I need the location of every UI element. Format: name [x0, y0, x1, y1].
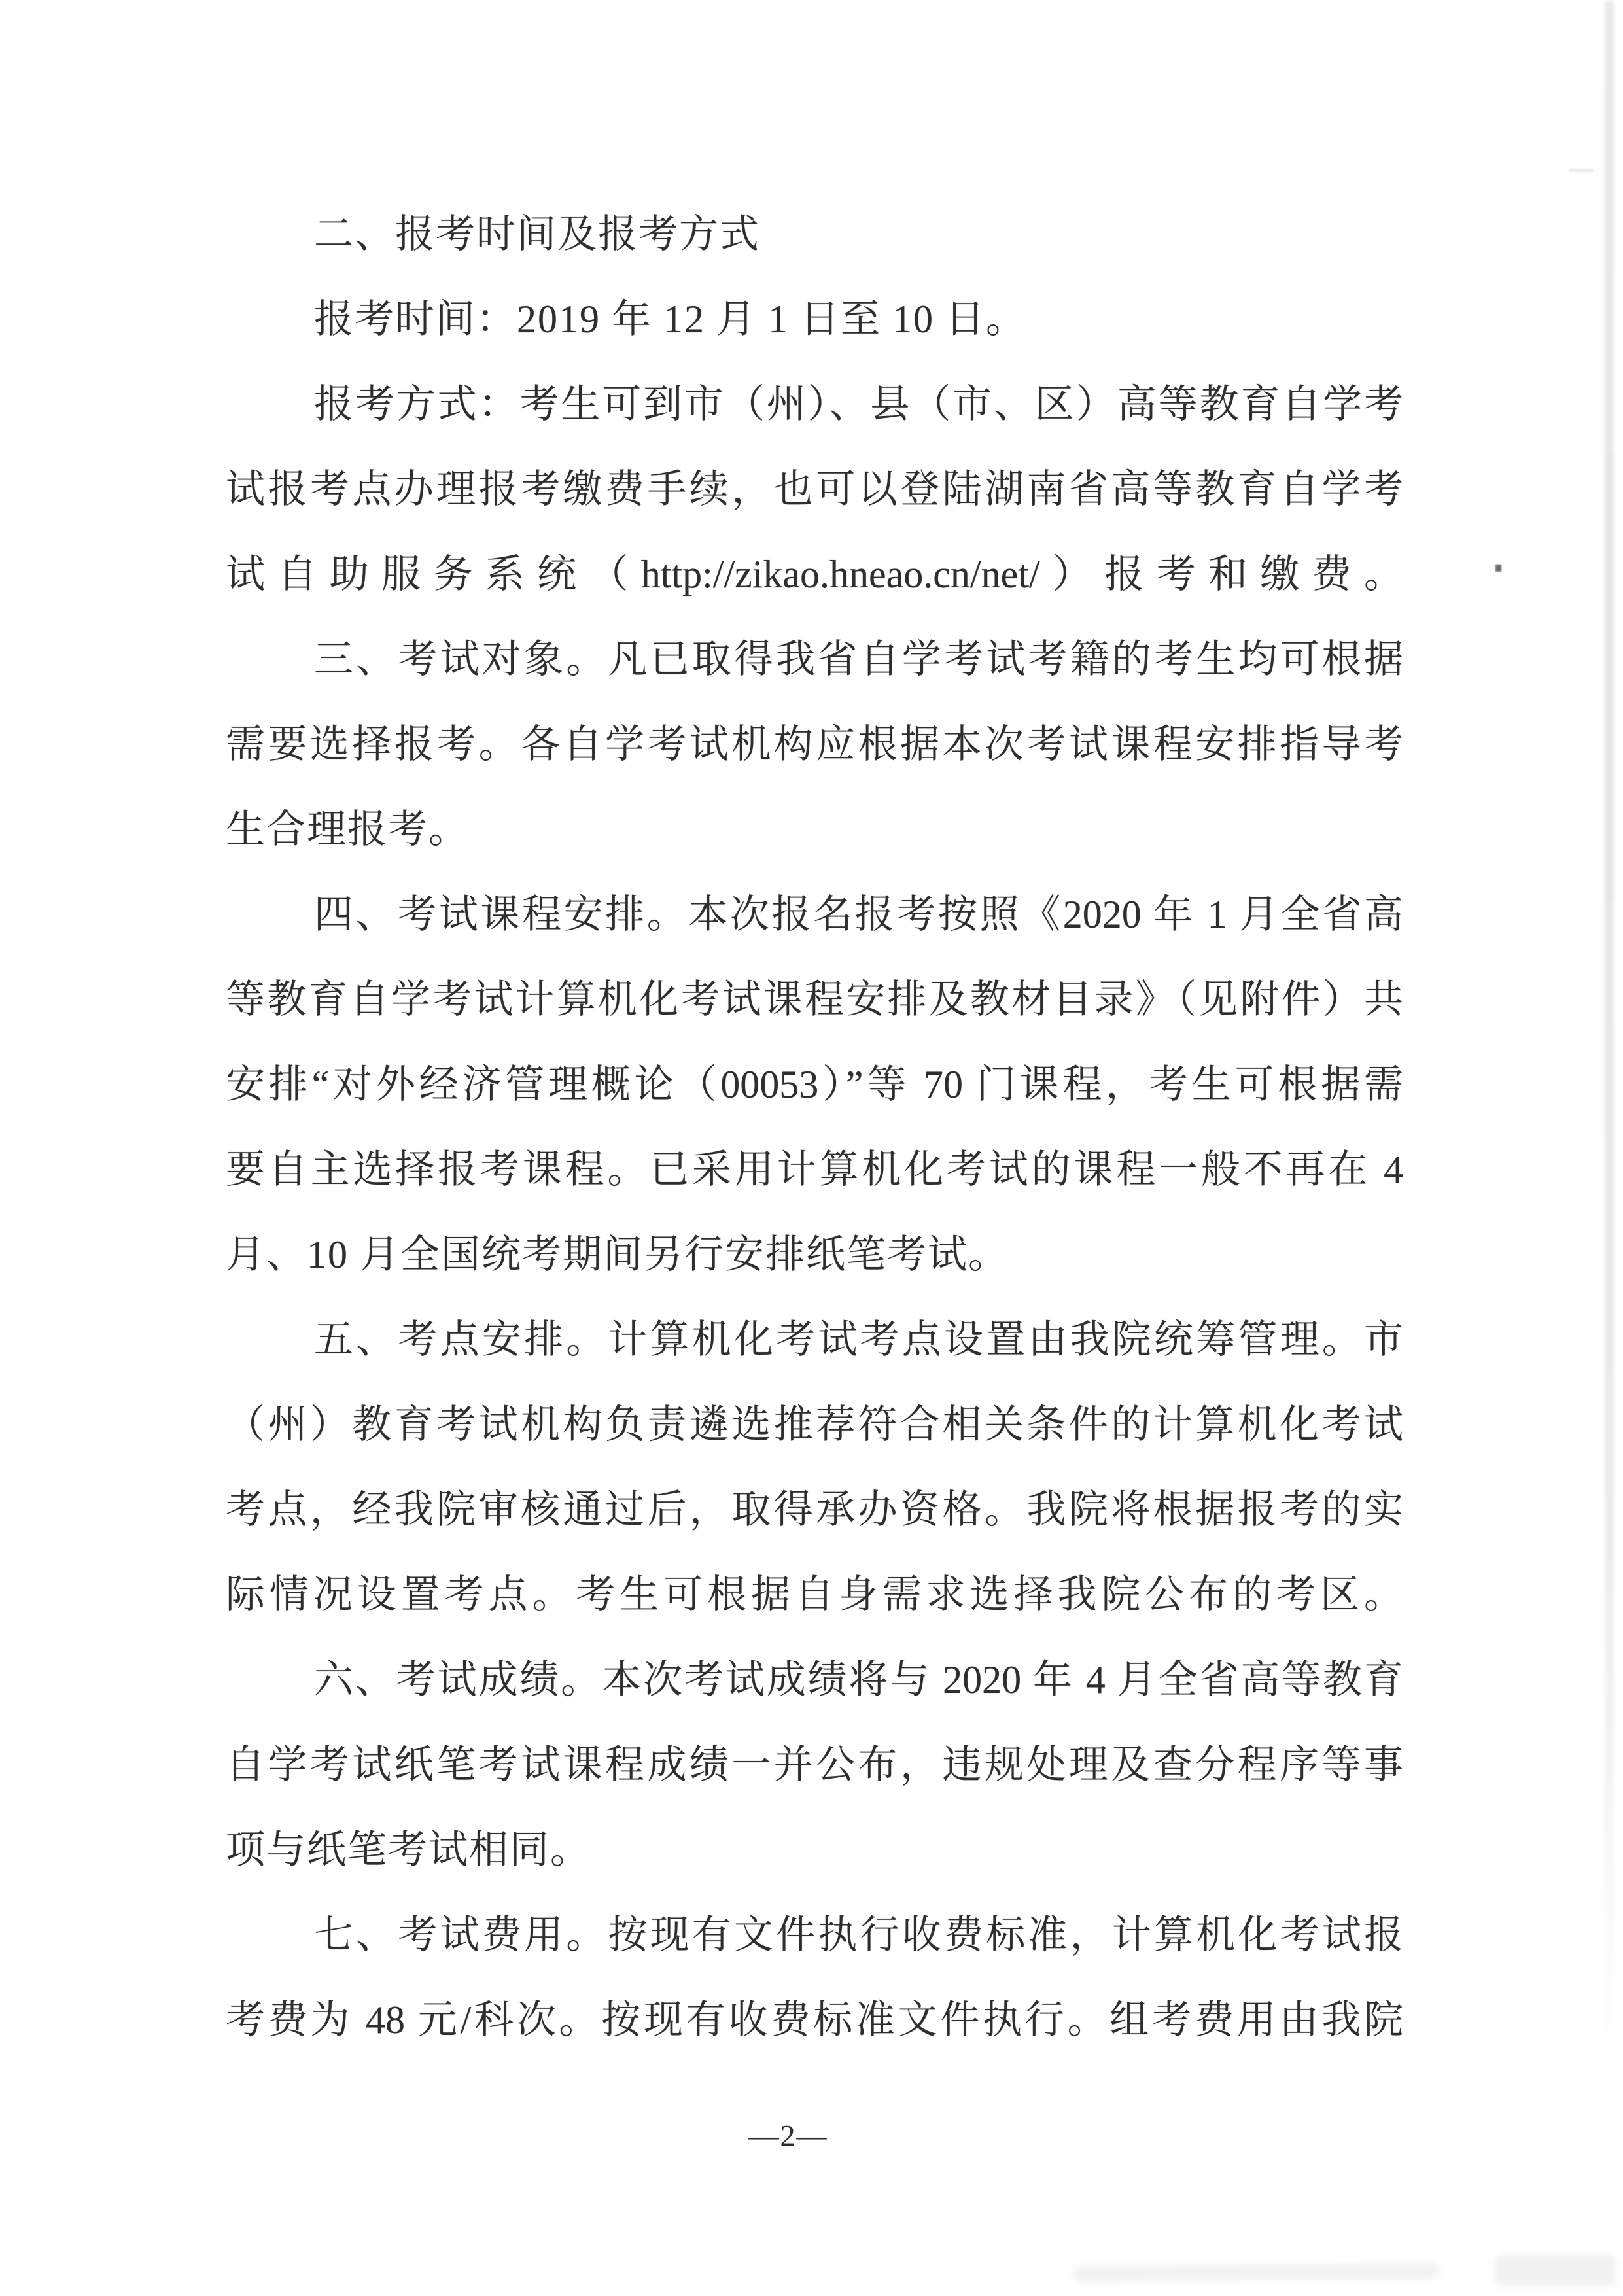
text-line: 安排“对外经济管理概论（00053）”等 70 门课程，考生可根据需	[226, 1063, 1403, 1106]
text-line: 生合理报考。	[226, 808, 469, 851]
text-line: 考费为 48 元/科次。按现有收费标准文件执行。组考费用由我院	[226, 1998, 1403, 2042]
text-line: 六、考试成绩。本次考试成绩将与 2020 年 4 月全省高等教育	[314, 1658, 1403, 1701]
document-body-text	[226, 192, 1403, 2062]
text-line: 项与纸笔考试相同。	[226, 1828, 591, 1871]
text-line: 试报考点办理报考缴费手续，也可以登陆湖南省高等教育自学考	[226, 468, 1403, 511]
text-line: 需要选择报考。各自学考试机构应根据本次考试课程安排指导考	[226, 723, 1403, 766]
text-line: 二、报考时间及报考方式	[314, 213, 760, 256]
scan-smudge	[1495, 2255, 1616, 2286]
text-line: 际情况设置考点。考生可根据自身需求选择我院公布的考区。	[226, 1573, 1403, 1616]
text-line: 五、考点安排。计算机化考试考点设置由我院统筹管理。市	[314, 1318, 1403, 1361]
text-line: 要自主选择报考课程。已采用计算机化考试的课程一般不再在 4	[226, 1148, 1403, 1191]
text-line: 四、考试课程安排。本次报名报考按照《2020 年 1 月全省高	[314, 893, 1403, 936]
text-line: （州）教育考试机构负责遴选推荐符合相关条件的计算机化考试	[226, 1403, 1403, 1446]
scan-edge-shadow	[1605, 0, 1614, 2067]
text-line: 三、考试对象。凡已取得我省自学考试考籍的考生均可根据	[314, 638, 1403, 681]
scan-speck	[1495, 565, 1501, 572]
text-line: 试自助服务系统（http://zikao.hneao.cn/net/）报考和缴费。	[226, 553, 1403, 596]
text-line: 报考时间：2019 年 12 月 1 日至 10 日。	[314, 298, 1026, 341]
page-number: —2—	[748, 2119, 828, 2152]
scan-mark	[1569, 169, 1594, 172]
text-line: 考点，经我院审核通过后，取得承办资格。我院将根据报考的实	[226, 1488, 1403, 1531]
text-line: 等教育自学考试计算机化考试课程安排及教材目录》（见附件）共	[226, 978, 1403, 1021]
text-line: 自学考试纸笔考试课程成绩一并公布，违规处理及查分程序等事	[226, 1743, 1403, 1786]
text-line: 月、10 月全国统考期间另行安排纸笔考试。	[226, 1233, 1009, 1276]
text-line: 七、考试费用。按现有文件执行收费标准，计算机化考试报	[314, 1913, 1403, 1957]
scan-smudge	[1073, 2263, 1439, 2282]
text-line: 报考方式：考生可到市（州）、县（市、区）高等教育自学考	[314, 383, 1403, 426]
